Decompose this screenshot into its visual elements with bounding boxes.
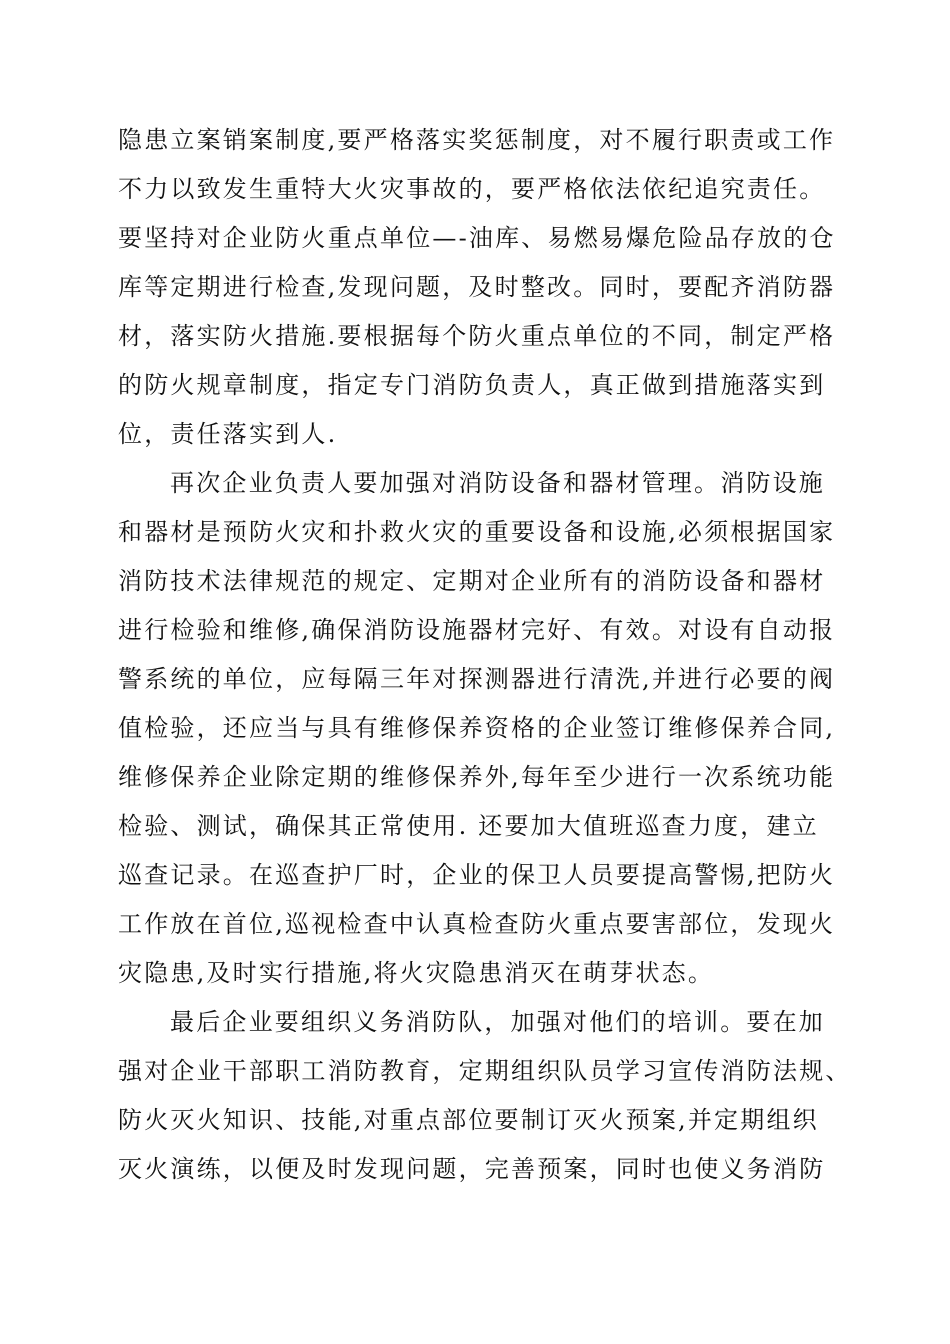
text-line: 材，落实防火措施.要根据每个防火重点单位的不同，制定严格 xyxy=(118,322,836,350)
paragraph-first-line: 再次企业负责人要加强对消防设备和器材管理。消防设施 xyxy=(170,469,825,497)
text-line: 巡查记录。在巡查护厂时，企业的保卫人员要提高警惕,把防火 xyxy=(118,861,836,889)
text-line: 库等定期进行检查,发现问题，及时整改。同时，要配齐消防器 xyxy=(118,273,836,301)
text-line: 检验、测试，确保其正常使用. 还要加大值班巡查力度，建立 xyxy=(118,812,819,840)
text-line: 不力以致发生重特大火灾事故的，要严格依法依纪追究责任。 xyxy=(118,175,826,203)
text-line: 工作放在首位,巡视检查中认真检查防火重点要害部位，发现火 xyxy=(118,910,836,938)
text-line: 警系统的单位，应每隔三年对探测器进行清洗,并进行必要的阀 xyxy=(118,665,836,693)
text-line: 强对企业干部职工消防教育，定期组织队员学习宣传消防法规、 xyxy=(118,1057,852,1085)
text-line: 维修保养企业除定期的维修保养外,每年至少进行一次系统功能 xyxy=(118,763,836,791)
text-line: 隐患立案销案制度,要严格落实奖惩制度，对不履行职责或工作 xyxy=(118,126,836,154)
text-line: 和器材是预防火灾和扑救火灾的重要设备和设施,必须根据国家 xyxy=(118,518,836,546)
text-line: 防火灭火知识、技能,对重点部位要制订灭火预案,并定期组织 xyxy=(118,1106,819,1134)
text-line: 进行检验和维修,确保消防设施器材完好、有效。对设有自动报 xyxy=(118,616,836,644)
paragraph-first-line: 最后企业要组织义务消防队，加强对他们的培训。要在加 xyxy=(170,1008,825,1036)
text-line: 值检验，还应当与具有维修保养资格的企业签订维修保养合同, xyxy=(118,714,836,742)
text-line: 灭火演练，以便及时发现问题，完善预案，同时也使义务消防 xyxy=(118,1155,826,1183)
text-line: 要坚持对企业防火重点单位—-油库、易燃易爆危险品存放的仓 xyxy=(118,224,836,252)
text-line: 位，责任落实到人. xyxy=(118,420,338,448)
document-body xyxy=(118,116,852,1194)
text-line: 消防技术法律规范的规定、定期对企业所有的消防设备和器材 xyxy=(118,567,826,595)
text-line: 的防火规章制度，指定专门消防负责人，真正做到措施落实到 xyxy=(118,371,826,399)
text-line: 灾隐患,及时实行措施,将火灾隐患消灭在萌芽状态。 xyxy=(118,959,715,987)
